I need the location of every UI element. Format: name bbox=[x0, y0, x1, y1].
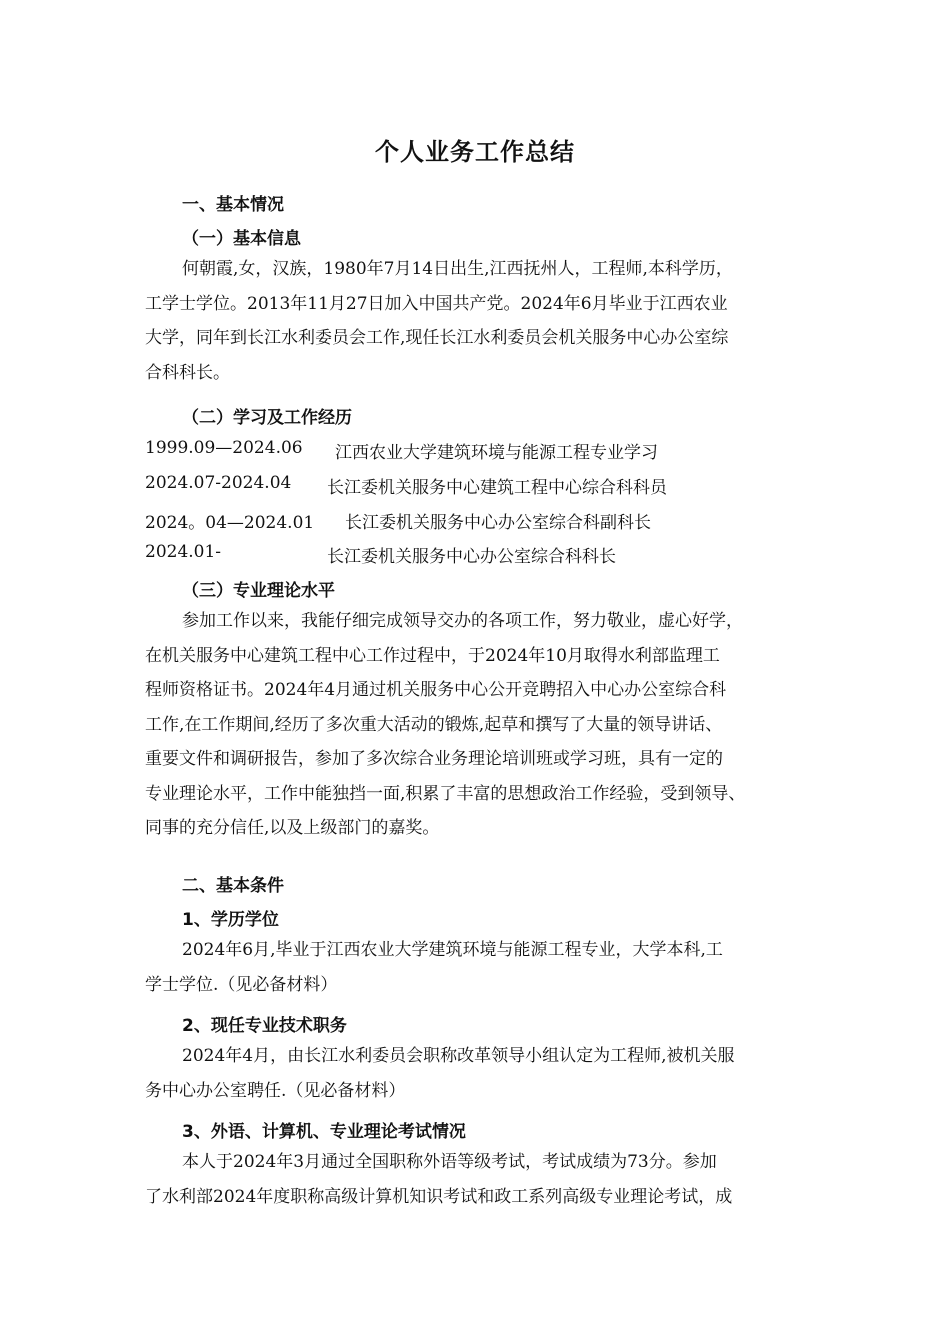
basic-info-paragraph bbox=[145, 252, 817, 390]
education-paragraph bbox=[145, 933, 817, 1002]
paragraph-line: 何朝霞,女，汉族，1980年7月14日出生,江西抚州人，工程师,本科学历， bbox=[182, 259, 733, 279]
exam-paragraph bbox=[145, 1145, 817, 1214]
experience-date: 1999.09—2024.06 bbox=[145, 438, 303, 458]
paragraph-line: 专业理论水平，工作中能独挡一面,积累了丰富的思想政治工作经验，受到领导、 bbox=[145, 783, 746, 804]
theory-level-paragraph bbox=[145, 604, 817, 846]
paragraph-line: 2024年4月，由长江水利委员会职称改革领导小组认定为工程师,被机关服 bbox=[182, 1046, 735, 1066]
section2-heading: 二、基本条件 bbox=[182, 876, 284, 896]
paragraph-line: 重要文件和调研报告，参加了多次综合业务理论培训班或学习班，具有一定的 bbox=[145, 749, 723, 769]
title-paragraph bbox=[145, 1039, 817, 1108]
sub1-heading: （一）基本信息 bbox=[182, 229, 301, 249]
paragraph-line: 2024年6月,毕业于江西农业大学建筑环境与能源工程专业，大学本科,工 bbox=[182, 940, 723, 960]
experience-text: 长江委机关服务中心办公室综合科科长 bbox=[327, 547, 616, 567]
sub2-heading: （二）学习及工作经历 bbox=[182, 408, 352, 428]
item2-heading: 2、现任专业技术职务 bbox=[182, 1016, 347, 1036]
sub3-heading: （三）专业理论水平 bbox=[182, 581, 335, 601]
paragraph-line: 大学，同年到长江水利委员会工作,现任长江水利委员会机关服务中心办公室综 bbox=[145, 328, 729, 348]
experience-text: 长江委机关服务中心办公室综合科副科长 bbox=[345, 513, 651, 533]
paragraph-line: 合科科长。 bbox=[145, 362, 230, 383]
paragraph-line: 工作,在工作期间,经历了多次重大活动的锻炼,起草和撰写了大量的领导讲话、 bbox=[145, 714, 723, 735]
paragraph-line: 同事的充分信任,以及上级部门的嘉奖。 bbox=[145, 818, 440, 838]
experience-date: 2024.01- bbox=[145, 542, 222, 562]
paragraph-line: 工学士学位。2013年11月27日加入中国共产党。2024年6月毕业于江西农业 bbox=[145, 293, 728, 314]
paragraph-line: 务中心办公室聘任.（见必备材料） bbox=[145, 1080, 406, 1101]
paragraph-line: 在机关服务中心建筑工程中心工作过程中，于2024年10月取得水利部监理工 bbox=[145, 645, 720, 666]
experience-date: 2024.07-2024.04 bbox=[145, 473, 292, 493]
paragraph-line: 本人于2024年3月通过全国职称外语等级考试，考试成绩为73分。参加 bbox=[182, 1152, 717, 1172]
item3-heading: 3、外语、计算机、专业理论考试情况 bbox=[182, 1122, 466, 1142]
paragraph-line: 程师资格证书。2024年4月通过机关服务中心公开竞聘招入中心办公室综合科 bbox=[145, 680, 727, 700]
experience-text: 江西农业大学建筑环境与能源工程专业学习 bbox=[335, 443, 658, 463]
paragraph-line: 学士学位.（见必备材料） bbox=[145, 974, 338, 995]
paragraph-line: 了水利部2024年度职称高级计算机知识考试和政工系列高级专业理论考试，成 bbox=[145, 1186, 733, 1207]
experience-text: 长江委机关服务中心建筑工程中心综合科科员 bbox=[327, 478, 667, 498]
experience-date: 2024。04—2024.01 bbox=[145, 513, 315, 533]
section1-heading: 一、基本情况 bbox=[182, 195, 284, 215]
document-title: 个人业务工作总结 bbox=[375, 138, 575, 166]
item1-heading: 1、学历学位 bbox=[182, 910, 279, 930]
paragraph-line: 参加工作以来，我能仔细完成领导交办的各项工作，努力敬业，虚心好学， bbox=[182, 611, 743, 631]
